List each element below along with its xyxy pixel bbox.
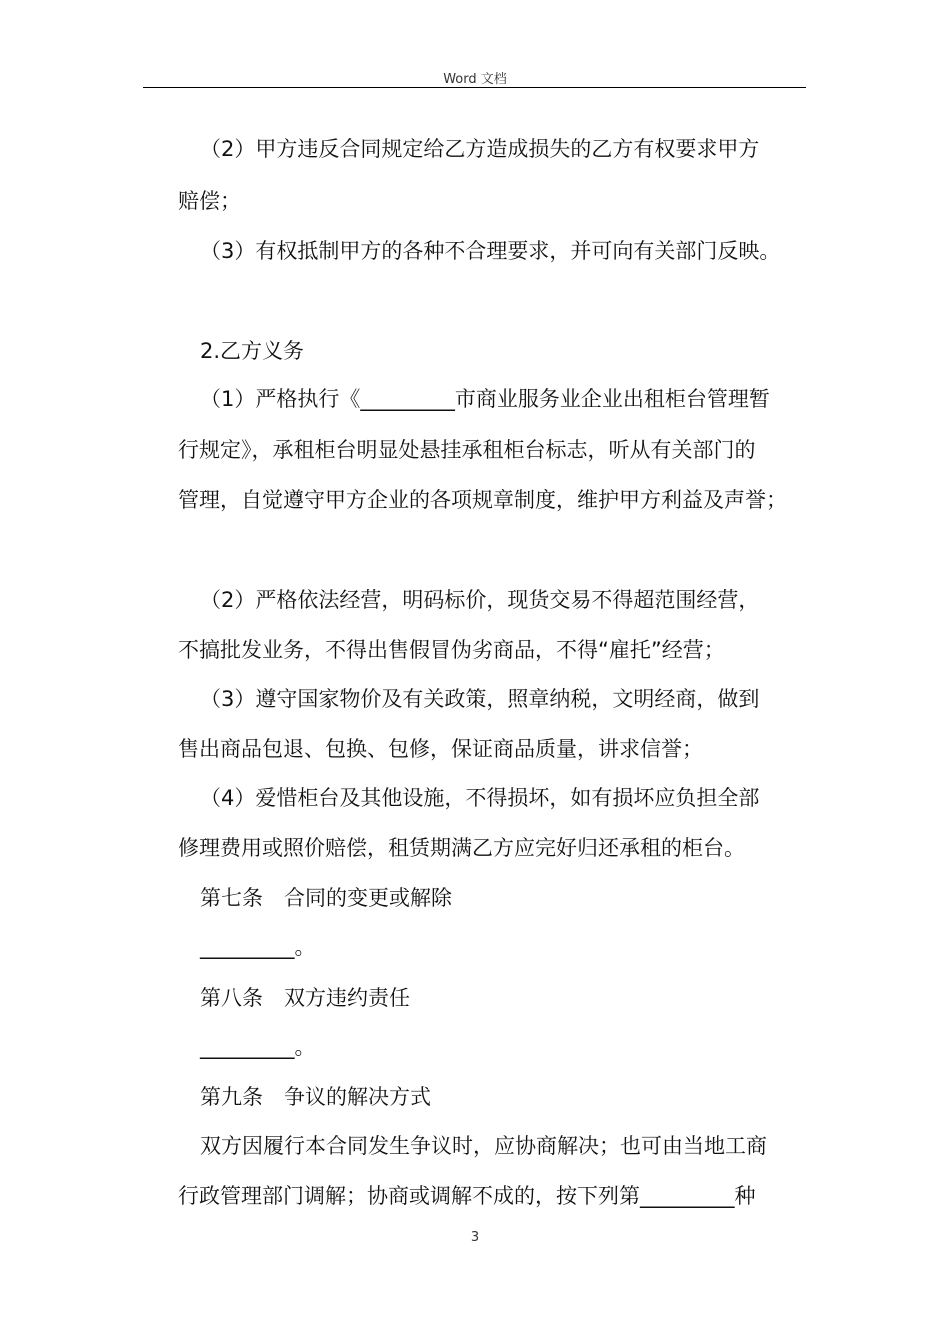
paragraph-line: 行规定》，承租柜台明显处悬挂承租柜台标志，听从有关部门的 xyxy=(178,438,756,462)
paragraph-line: 售出商品包退、包换、包修，保证商品质量，讲求信誉； xyxy=(178,737,703,761)
paragraph-line: 修理费用或照价赔偿，租赁期满乙方应完好归还承租的柜台。 xyxy=(178,836,745,860)
header-divider xyxy=(143,87,806,88)
blank-field: _________。 xyxy=(200,935,316,959)
paragraph-line: （1）严格执行《_________市商业服务业企业出租柜台管理暂 xyxy=(200,387,770,411)
paragraph-line: 双方因履行本合同发生争议时，应协商解决；也可由当地工商 xyxy=(200,1134,767,1158)
paragraph-line: 赔偿； xyxy=(178,189,241,213)
page-number: 3 xyxy=(470,1230,480,1245)
paragraph-line: （3）遵守国家物价及有关政策，照章纳税，文明经商，做到 xyxy=(200,687,760,711)
article-heading: 第八条 双方违约责任 xyxy=(200,986,410,1010)
header-title: Word 文档 xyxy=(443,72,507,87)
paragraph-line: 管理，自觉遵守甲方企业的各项规章制度，维护甲方利益及声誉； xyxy=(178,488,787,512)
paragraph-line: （4）爱惜柜台及其他设施，不得损坏，如有损坏应负担全部 xyxy=(200,786,760,810)
paragraph-line: 行政管理部门调解；协商或调解不成的，按下列第_________种 xyxy=(178,1184,756,1208)
blank-field: _________。 xyxy=(200,1035,316,1059)
paragraph-line: （2）严格依法经营，明码标价，现货交易不得超范围经营， xyxy=(200,588,760,612)
section-heading: 2.乙方义务 xyxy=(200,339,305,363)
paragraph-line: （2）甲方违反合同规定给乙方造成损失的乙方有权要求甲方 xyxy=(200,137,760,161)
article-heading: 第七条 合同的变更或解除 xyxy=(200,886,452,910)
paragraph-line: （3）有权抵制甲方的各种不合理要求，并可向有关部门反映。 xyxy=(200,239,781,263)
article-heading: 第九条 争议的解决方式 xyxy=(200,1085,431,1109)
paragraph-line: 不搞批发业务，不得出售假冒伪劣商品，不得“雇托”经营； xyxy=(178,638,725,662)
